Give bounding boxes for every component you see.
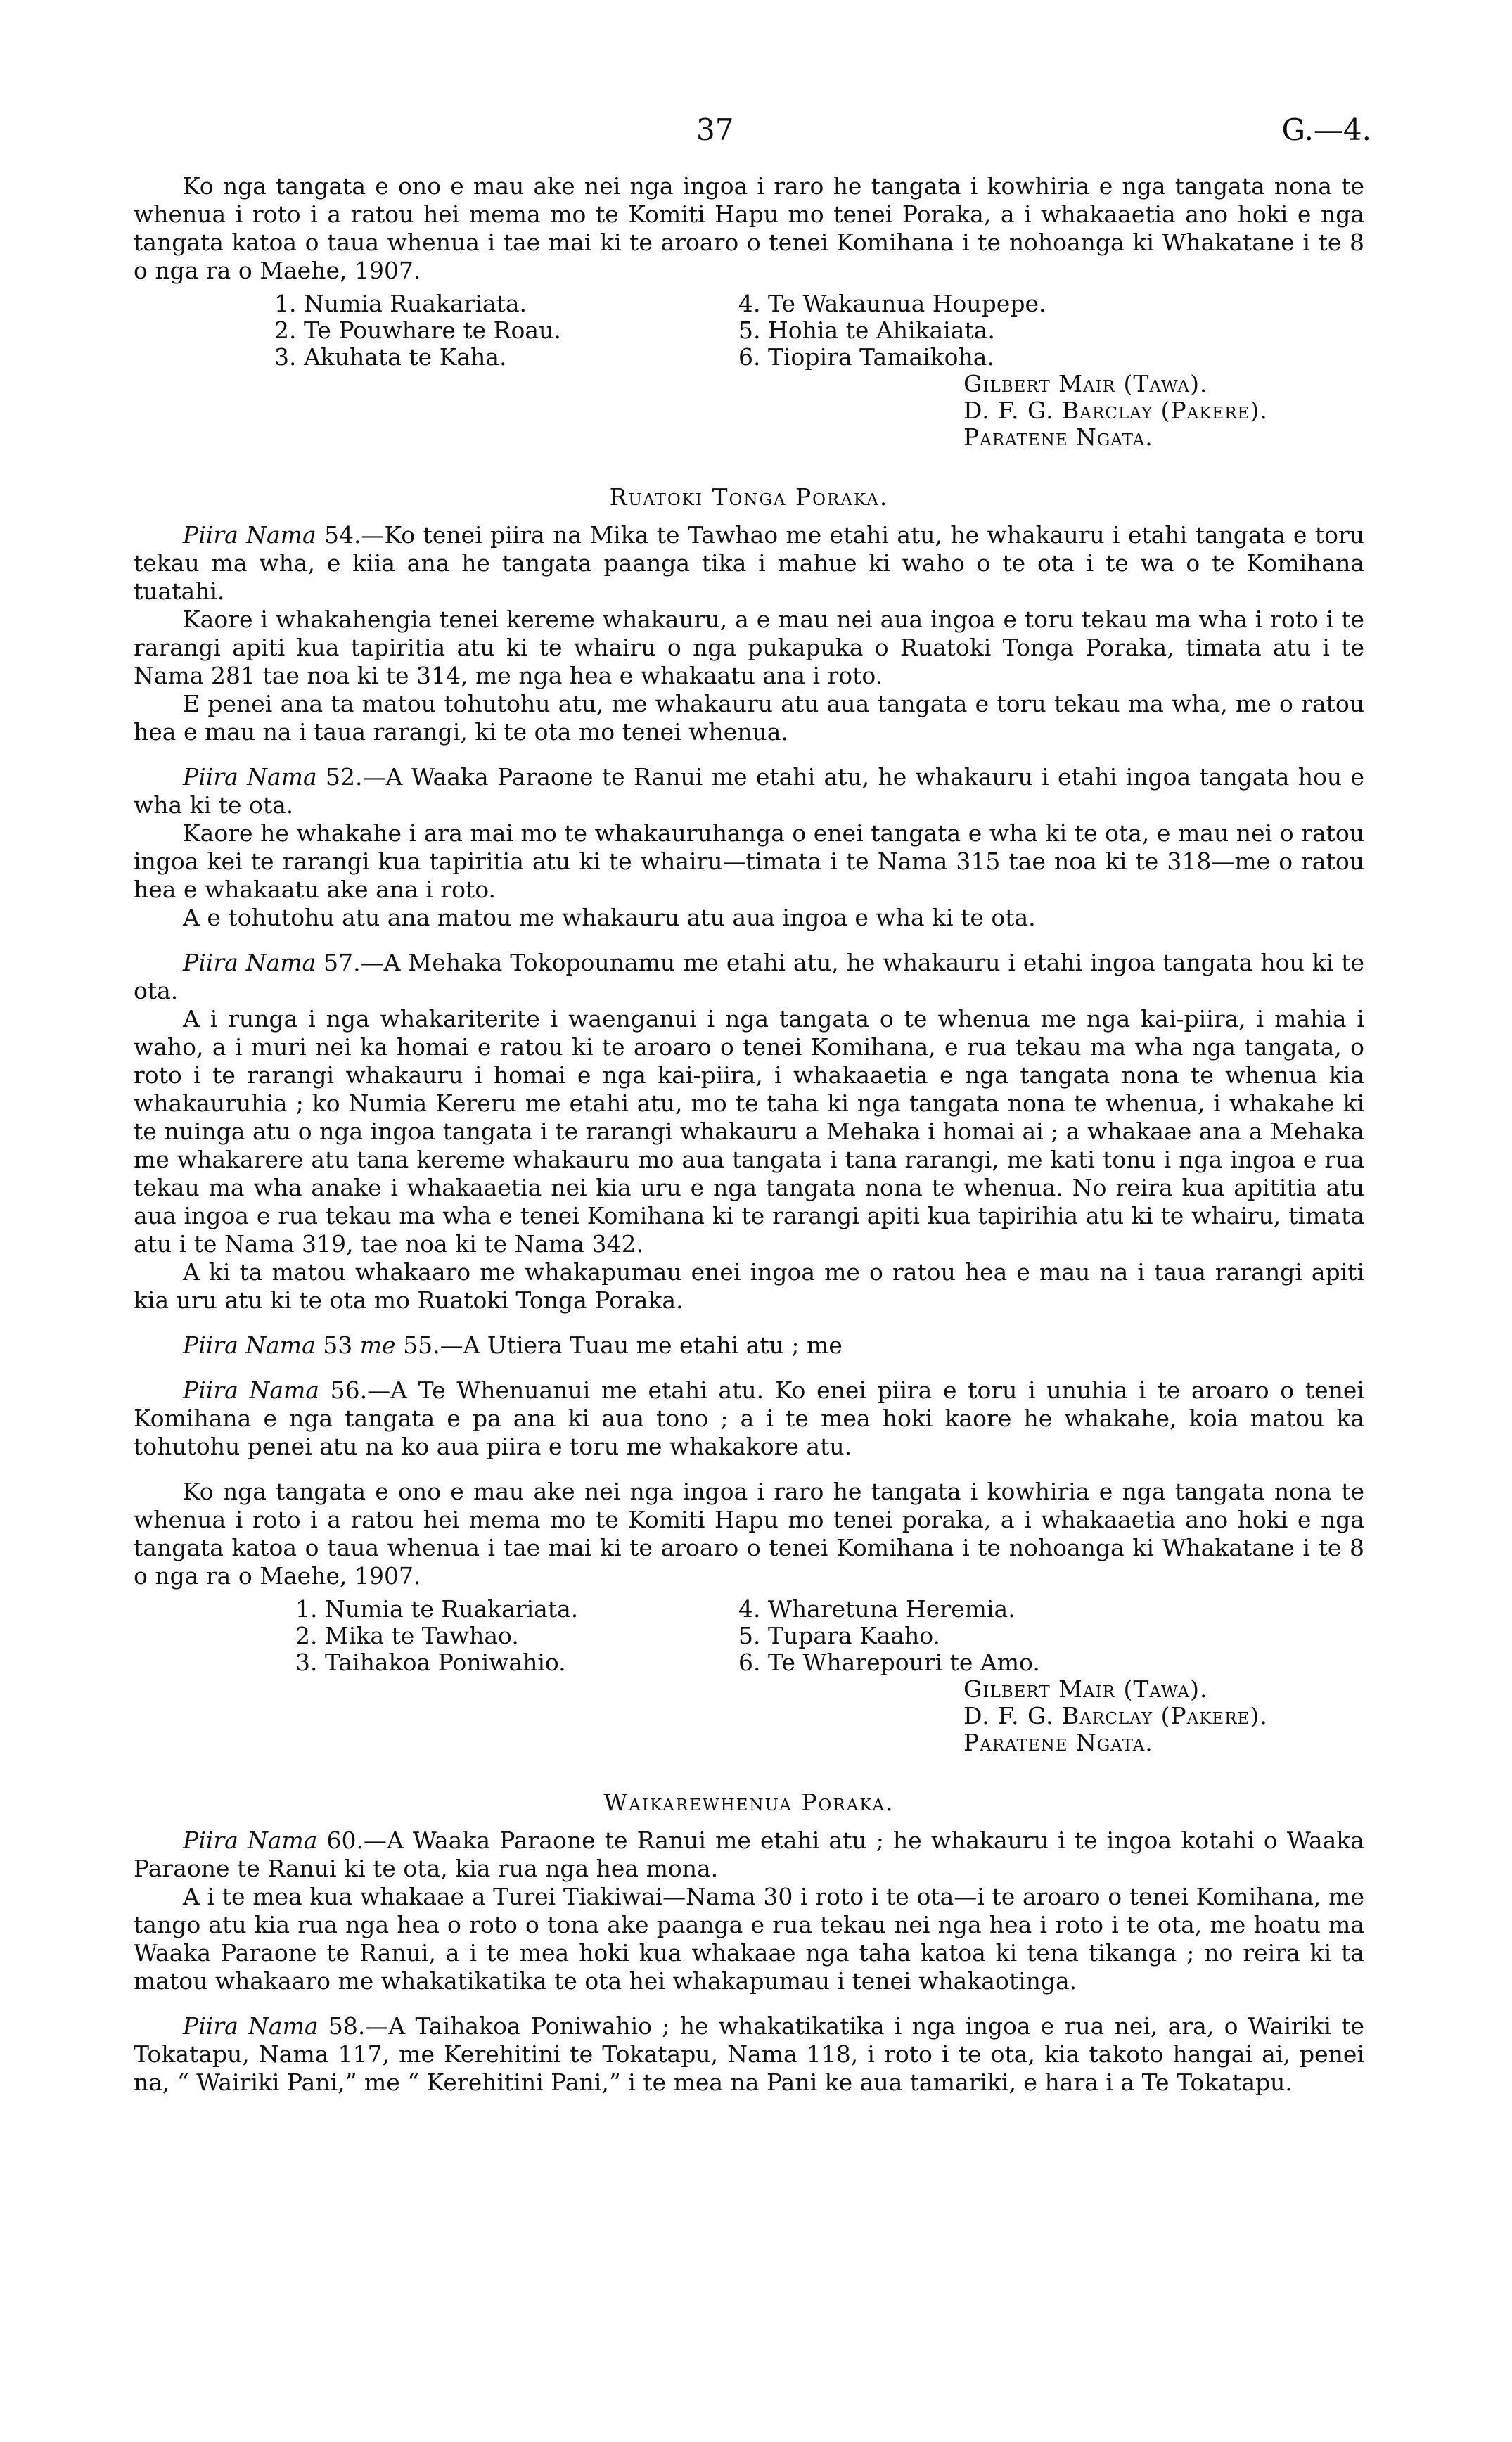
appeal-label: Piira Nama <box>183 521 316 549</box>
signature-line: Paratene Ngata. <box>963 423 1153 451</box>
member-item: 1. Numia Ruakariata. <box>274 290 527 317</box>
paragraph: Kaore i whakahengia tenei kereme whakauru, a e mau nei aua ingoa e toru tekau ma wha i roto i te rarangi apiti kua tapiritia atu ki te whairu o nga pukapuka o Ruatoki Tonga Poraka, timata atu i te Nama 281 tae noa ki te 314, me nga hea e whakaatu ana i roto. <box>134 606 1364 689</box>
appeal-label: Piira Nama <box>183 763 317 791</box>
appeal-text: 60.—A Waaka Paraone te Ranui me etahi atu ; he whakauru i te ingoa kotahi o Waaka Paraone te Ranui ki te ota, kia rua nga hea mona. <box>134 1827 1364 1882</box>
section-heading-ruatoki: Ruatoki Tonga Poraka. <box>609 483 889 511</box>
appeal-58 <box>134 2012 1364 2097</box>
signature-line: D. F. G. Barclay (Pakere). <box>963 397 1268 424</box>
member-item: 6. Tiopira Tamaikoha. <box>738 343 994 371</box>
appeal-60 <box>134 1827 1364 1883</box>
appeal-52 <box>134 763 1364 819</box>
appeal-label: Piira Nama <box>183 1331 316 1359</box>
appeal-text: 52.—A Waaka Paraone te Ranui me etahi atu, he whakauru i etahi ingoa tangata hou e wha ki te ota. <box>134 763 1364 819</box>
appeal-57 <box>134 949 1364 1005</box>
document-body <box>134 172 1364 2097</box>
appeal-label: Piira Nama <box>183 1827 318 1854</box>
committee-list-right <box>738 1596 1245 1676</box>
paragraph: Kaore he whakahe i ara mai mo te whakauruhanga o enei tangata e wha ki te ota, e mau nei o ratou ingoa kei te rarangi kua tapiritia atu ki te whairu—timata i te Nama 315 tae noa ki te 318—me o ratou hea e whakaatu ake ana i roto. <box>134 819 1364 903</box>
committee-list-left <box>134 1596 738 1676</box>
section-heading-waikarewhenua: Waikarewhenua Poraka. <box>603 1789 895 1816</box>
appeal-text: 55.—A Utiera Tuau me etahi atu ; me <box>395 1331 843 1359</box>
signature-line: Gilbert Mair (Tawa). <box>963 1675 1208 1703</box>
appeal-label: Piira Nama <box>183 2012 319 2040</box>
appeal-number: 53 <box>315 1331 360 1359</box>
appeal-conjunction: me <box>359 1331 396 1359</box>
committee-list-2 <box>134 1596 1364 1676</box>
member-item: 1. Numia te Ruakariata. <box>295 1595 579 1623</box>
committee-list-left <box>134 290 738 371</box>
member-item: 5. Tupara Kaaho. <box>738 1622 941 1649</box>
appeal-text: 54.—Ko tenei piira na Mika te Tawhao me etahi atu, he whakauru i etahi tangata e toru tekau ma wha, e kiia ana he tangata paanga tika i mahue ki waho o te ota i te wa o te Komihana tuatahi. <box>134 521 1364 605</box>
member-item: 3. Akuhata te Kaha. <box>274 343 507 371</box>
committee-list-right <box>738 290 1245 371</box>
signature-line: D. F. G. Barclay (Pakere). <box>963 1702 1268 1730</box>
paragraph: E penei ana ta matou tohutohu atu, me whakauru atu aua tangata e toru tekau ma wha, me o ratou hea e mau na i taua rarangi, ki te ota mo tenei whenua. <box>134 690 1364 746</box>
member-item: 2. Te Pouwhare te Roau. <box>274 317 561 344</box>
member-item: 4. Wharetuna Heremia. <box>738 1595 1016 1623</box>
signature-line: Gilbert Mair (Tawa). <box>963 370 1208 397</box>
appeal-label: Piira Nama <box>183 949 316 976</box>
committee-intro-1: Ko nga tangata e ono e mau ake nei nga ingoa i raro he tangata i kowhiria e nga tangata nona te whenua i roto i a ratou hei mema mo te Komiti Hapu mo tenei Poraka, a i whakaaetia ano hoki e nga tangata katoa o taua whenua i tae mai ki te aroaro o tenei Komihana i te nohoanga ki Whakatane i te 8 o nga ra o Maehe, 1907. <box>134 172 1364 284</box>
report-reference: G.—4. <box>1281 113 1371 147</box>
committee-intro-2: Ko nga tangata e ono e mau ake nei nga ingoa i raro he tangata i kowhiria e nga tangata nona te whenua i roto i a ratou hei mema mo te Komiti Hapu mo tenei poraka, a i whakaaetia ano hoki e nga tangata katoa o taua whenua i tae mai ki te aroaro o tenei Komihana i te nohoanga ki Whakatane i te 8 o nga ra o Maehe, 1907. <box>134 1478 1364 1590</box>
page-number: 37 <box>696 113 734 147</box>
paragraph: A ki ta matou whakaaro me whakapumau enei ingoa me o ratou hea e mau na i taua rarangi apiti kia uru atu ki te ota mo Ruatoki Tonga Poraka. <box>134 1258 1364 1314</box>
member-item: 5. Hohia te Ahikaiata. <box>738 317 995 344</box>
paragraph: A e tohutohu atu ana matou me whakauru atu aua ingoa e wha ki te ota. <box>183 904 1036 931</box>
appeal-text: 57.—A Mehaka Tokopounamu me etahi atu, he whakauru i etahi ingoa tangata hou ki te ota. <box>134 949 1364 1004</box>
signature-block-2 <box>963 1676 1364 1756</box>
member-item: 3. Taihakoa Poniwahio. <box>295 1649 566 1676</box>
member-item: 4. Te Wakaunua Houpepe. <box>738 290 1046 317</box>
running-header <box>0 113 1512 155</box>
appeal-text: 56.—A Te Whenuanui me etahi atu. Ko enei piira e toru i unuhia i te aroaro o tenei Komihana e nga tangata e pa ana ki aua tono ; a i te mea hoki kaore he whakahe, koia matou ka tohutohu penei atu na ko aua piira e toru me whakakore atu. <box>134 1376 1364 1460</box>
appeal-label: Piira Nama <box>183 1376 319 1404</box>
committee-list-1 <box>134 290 1364 371</box>
appeal-54 <box>134 521 1364 606</box>
signature-block-1 <box>963 371 1364 451</box>
member-item: 6. Te Wharepouri te Amo. <box>738 1649 1040 1676</box>
paragraph: A i runga i nga whakariterite i waenganui i nga tangata o te whenua me nga kai-piira, i mahia i waho, a i muri nei ka homai e ratou ki te aroaro o tenei Komihana, e rua tekau ma wha nga tangata, o roto i te rarangi whakauru i homai e nga kai-piira, i whakaaetia e nga tangata nona te whenua kia whakauruhia ; ko Numia Kereru me etahi atu, mo te taha ki nga tangata nona te whenua, i whakahe ki te nuinga atu o nga ingoa tangata i te rarangi whakauru a Mehaka i homai ai ; a whakaae ana a Mehaka me whakarere atu tana kereme whakauru mo aua tangata i tana rarangi, me kati tonu i nga ingoa e rua tekau ma wha anake i whakaaetia nei kia uru e nga tangata nona te whenua. No reira kua apititia atu aua ingoa e rua tekau ma wha e tenei Komihana ki te rarangi apiti kua tapirihia atu ki te whairu, timata atu i te Nama 319, tae noa ki te Nama 342. <box>134 1005 1364 1258</box>
appeal-56 <box>134 1376 1364 1461</box>
appeal-text: 58.—A Taihakoa Poniwahio ; he whakatikatika i nga ingoa e rua nei, ara, o Wairiki te Tokatapu, Nama 117, me Kerehitini te Tokatapu, Nama 118, i roto i te ota, kia takoto hangai ai, penei na, “ Wairiki Pani,” me “ Kerehitini Pani,” i te mea na Pani ke aua tamariki, e hara i a Te Tokatapu. <box>134 2012 1364 2096</box>
member-item: 2. Mika te Tawhao. <box>295 1622 519 1649</box>
appeal-53-55 <box>134 1331 1364 1360</box>
paragraph: A i te mea kua whakaae a Turei Tiakiwai—Nama 30 i roto i te ota—i te aroaro o tenei Komihana, me tango atu kia rua nga hea o roto o tona ake paanga e rua tekau nei nga hea i roto i te ota, me hoatu ma Waaka Paraone te Ranui, a i te mea hoki kua whakaae nga taha katoa ki tena tikanga ; no reira ki ta matou whakaaro me whakatikatika te ota hei whakapumau i tenei whakaotinga. <box>134 1883 1364 1995</box>
signature-line: Paratene Ngata. <box>963 1729 1153 1756</box>
